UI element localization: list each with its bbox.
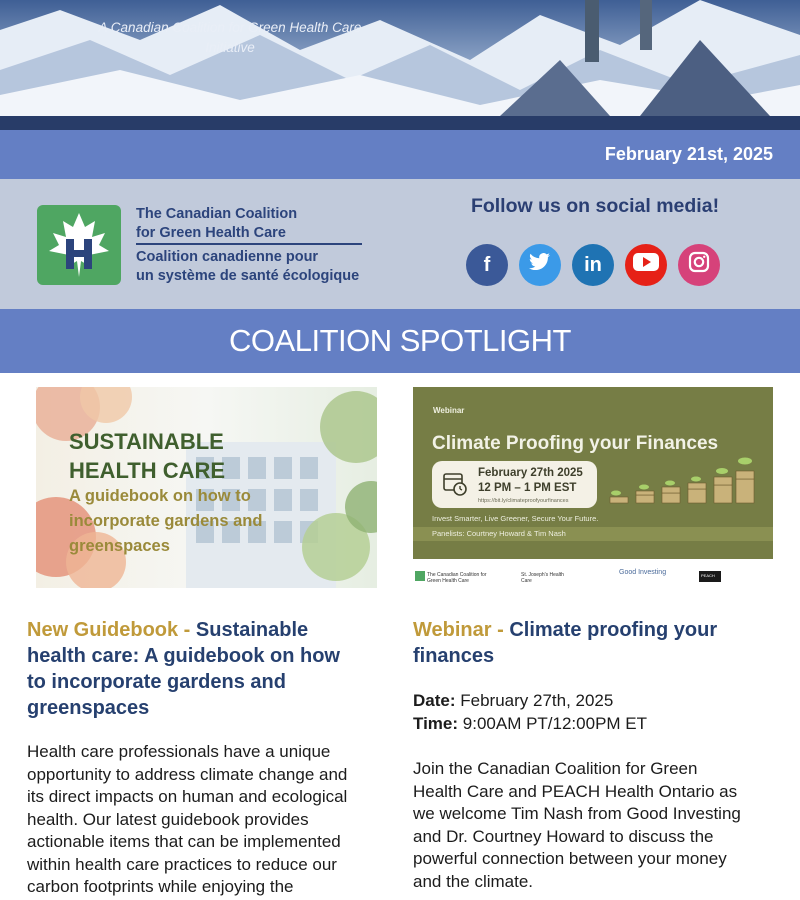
webinar-heading[interactable] [413, 617, 783, 669]
webinar-poster [413, 387, 773, 559]
webinar-body-line2: Health Care and PEACH Health Ontario as [413, 781, 738, 801]
instagram-icon [688, 251, 710, 279]
guidebook-body-line5: actionable items that can be implemented [27, 832, 341, 851]
webinar-heading-line2: finances [413, 645, 495, 667]
twitter-link[interactable] [519, 244, 561, 286]
guidebook-heading-line4: greenspaces [27, 697, 150, 719]
newsletter-date: February 21st, 2025 [604, 144, 773, 164]
webinar-details [413, 690, 783, 735]
guidebook-body-line3: its direct impacts on human and ecological [27, 787, 348, 806]
coin-stacks-plants-icon [608, 449, 758, 509]
instagram-link[interactable] [678, 244, 720, 286]
linkedin-icon: in [584, 253, 602, 276]
webinar-image-time: 12 PM – 1 PM EST [478, 482, 577, 494]
guidebook-image-title [69, 427, 225, 485]
guidebook-image-subtitle-line3: greenspaces [69, 537, 170, 555]
guidebook-heading-line1: Sustainable [195, 619, 309, 641]
sponsor-ccghc: The Canadian Coalition for Green Health Care [427, 572, 487, 584]
webinar-image[interactable] [413, 387, 773, 588]
follow-label: Follow us on social media! [470, 195, 720, 217]
hero-tagline: A Canadian Coalition for Green Health Care Initiative [98, 20, 362, 55]
org-band [0, 179, 800, 309]
facebook-icon: f [483, 253, 491, 276]
org-name-en-line1: The Canadian Coalition [136, 206, 298, 222]
webinar-date-label: Date: [413, 691, 456, 710]
webinar-time-row [413, 713, 783, 736]
guidebook-image-title-line2: HEALTH CARE [69, 458, 226, 483]
webinar-time-value: 9:00AM PT/12:00PM ET [458, 713, 648, 733]
guidebook-body-line7: carbon footprints while enjoying the [27, 877, 294, 896]
guidebook-body [27, 741, 397, 899]
sponsor-st-josephs: St. Joseph's Health Care [521, 572, 564, 584]
webinar-date-box [432, 461, 597, 508]
webinar-body [413, 758, 783, 893]
sponsor-peach: PEACH [701, 573, 715, 578]
guidebook-image-subtitle-line1: A guidebook on how to [69, 487, 251, 505]
youtube-icon [633, 253, 659, 277]
webinar-image-title: Climate Proofing your Finances [432, 433, 719, 454]
guidebook-image-subtitle-line2: incorporate gardens and [69, 512, 263, 530]
guidebook-heading[interactable] [27, 617, 387, 721]
guidebook-heading-line2: health care: A guidebook on how [27, 645, 340, 667]
webinar-body-line1: Join the Canadian Coalition for Green [413, 759, 698, 778]
webinar-image-date: February 27th 2025 [478, 467, 583, 479]
facebook-link[interactable] [466, 244, 508, 286]
sponsor-good-investing: Good Investing [619, 569, 667, 576]
org-name-fr-line2: un système de santé écologique [136, 268, 360, 284]
twitter-icon [529, 253, 551, 277]
guidebook-body-line4: health. Our latest guidebook provides [27, 809, 309, 829]
webinar-body-line6: and the climate. [413, 871, 534, 891]
divider-strip [0, 116, 800, 130]
guidebook-heading-line3: to incorporate gardens and [27, 671, 286, 693]
webinar-body-line5: powerful connection between your money [413, 849, 727, 868]
webinar-image-panelists: Panelists: Courtney Howard & Tim Nash [432, 529, 566, 538]
webinar-heading-lead: Webinar - [413, 619, 510, 641]
webinar-time-label: Time: [413, 713, 459, 733]
webinar-image-label: Webinar [433, 406, 465, 415]
coalition-logo[interactable] [37, 205, 121, 285]
org-name-en-line2: for Green Health Care [136, 225, 286, 241]
org-name-divider [136, 243, 362, 245]
ccghc-sponsor-logo-icon [415, 571, 425, 581]
spotlight-title: COALITION SPOTLIGHT [229, 323, 571, 358]
guidebook-image-title-line1: SUSTAINABLE [69, 429, 224, 454]
guidebook-heading-lead: New Guidebook - [27, 619, 196, 641]
linkedin-link[interactable] [572, 244, 614, 286]
org-name-french [136, 248, 359, 286]
webinar-image-tagline: Invest Smarter, Live Greener, Secure Your Future. [432, 514, 599, 523]
guidebook-image[interactable] [36, 387, 377, 588]
hero-banner [0, 0, 800, 116]
org-name-english [136, 205, 297, 243]
webinar-image-url: https://bit.ly/climateproofyourfinances [478, 498, 569, 504]
guidebook-body-line6: within health care practices to reduce our [27, 854, 337, 874]
guidebook-image-subtitle [69, 484, 262, 559]
guidebook-body-line2: opportunity to address climate change and [27, 764, 348, 784]
webinar-date-value: February 27th, 2025 [455, 691, 614, 710]
sponsor-logos [413, 569, 773, 585]
org-name-fr-line1: Coalition canadienne pour [136, 249, 319, 265]
calendar-clock-icon [442, 471, 468, 497]
webinar-body-line3: we welcome Tim Nash from Good Investing [413, 804, 741, 823]
spotlight-band [0, 309, 800, 373]
webinar-body-line4: and Dr. Courtney Howard to discuss the [413, 826, 714, 846]
guidebook-body-line1: Health care professionals have a unique [27, 742, 331, 761]
date-band [0, 130, 800, 179]
webinar-date-row [413, 690, 783, 713]
maple-leaf-logo-icon [37, 205, 121, 285]
youtube-link[interactable] [625, 244, 667, 286]
webinar-heading-line1: Climate proofing your [509, 619, 718, 641]
